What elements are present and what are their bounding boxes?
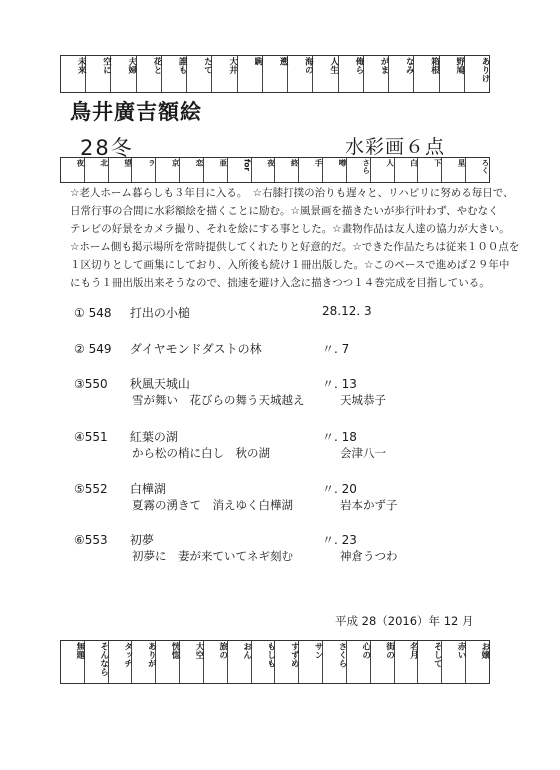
work-number: ⑥553 bbox=[74, 533, 108, 547]
strip-label: 恋 bbox=[180, 158, 204, 182]
strip-label: 人 bbox=[371, 158, 395, 182]
strip-label: for bbox=[228, 158, 252, 182]
strip-label: タッチ bbox=[109, 641, 133, 683]
work-date: 〃. 18 bbox=[322, 430, 357, 444]
strip-label: 夜 bbox=[252, 158, 276, 182]
intro-line: ☆ホーム側も掲示場所を常時提供してくれたりと好意的だ。☆できた作品たちは従来１００点を bbox=[70, 241, 520, 253]
work-item bbox=[74, 531, 357, 548]
work-item bbox=[74, 304, 372, 321]
work-number: ② 549 bbox=[74, 342, 112, 356]
strip-label: 手 bbox=[299, 158, 323, 182]
work-title: ダイヤモンドダストの林 bbox=[129, 342, 262, 356]
work-date: 28.12. 3 bbox=[322, 304, 372, 318]
strip-label: 箱根 bbox=[414, 56, 439, 92]
strip-label: 望 bbox=[109, 158, 133, 182]
strip-label: ラ bbox=[132, 158, 156, 182]
haiku-line: 夏霧の湧きて 消えゆく白樺湖 bbox=[132, 498, 293, 512]
strip-label: 誰も bbox=[162, 56, 187, 92]
strip-label: 下 bbox=[418, 158, 442, 182]
intro-text bbox=[70, 184, 520, 292]
work-title: 打出の小槌 bbox=[129, 306, 190, 320]
strip-label: 星 bbox=[442, 158, 466, 182]
top-title-strip bbox=[60, 55, 490, 93]
medium-label: 水彩画６点 bbox=[345, 136, 446, 158]
strip-label: すずめ bbox=[275, 641, 299, 683]
strip-label: ろく bbox=[480, 159, 490, 174]
strip-label: 北 bbox=[85, 158, 109, 182]
strip-label: 噂 bbox=[323, 158, 347, 182]
strip-label: 終 bbox=[275, 158, 299, 182]
intro-line: ☆老人ホーム暮らしも３年目に入る。 ☆右膝打撲の治りも遅々と、リハビリに努める毎日で、 bbox=[70, 187, 514, 199]
footer-date: 平成 28（2016）年 12 月 bbox=[335, 614, 474, 628]
work-title: 紅葉の湖 bbox=[129, 430, 178, 444]
work-title: 初夢 bbox=[129, 533, 154, 547]
strip-label: 無題 bbox=[61, 641, 85, 683]
haiku-poet: 会津八一 bbox=[340, 446, 386, 460]
work-number: ① 548 bbox=[74, 306, 112, 320]
middle-title-strip bbox=[60, 157, 490, 183]
strip-label: 白 bbox=[395, 158, 419, 182]
work-date: 〃. 7 bbox=[322, 342, 350, 356]
strip-label: 心の bbox=[347, 641, 371, 683]
strip-label: 夜 bbox=[61, 158, 85, 182]
haiku-line: 初夢に 妻が来ていてネギ刻む bbox=[132, 549, 293, 563]
work-item bbox=[74, 340, 350, 357]
strip-label: おん bbox=[228, 641, 252, 683]
strip-label: サン bbox=[299, 641, 323, 683]
work-item bbox=[74, 480, 357, 497]
strip-label: 花と bbox=[137, 56, 162, 92]
haiku-poet: 天城恭子 bbox=[340, 393, 386, 407]
haiku-poet: 岩本かず子 bbox=[340, 498, 398, 512]
strip-label: 赤い bbox=[442, 641, 466, 683]
strip-label: 名月 bbox=[395, 641, 419, 683]
work-date: 〃. 20 bbox=[322, 482, 357, 496]
strip-label: お嬢 bbox=[479, 642, 490, 659]
strip-label: 空に bbox=[86, 56, 111, 92]
intro-line: テレビの好景をカメラ撮り、それを絵にする事とした。☆畫物作品は友人達の協力が大きい。 bbox=[70, 223, 510, 235]
work-number: ③550 bbox=[74, 377, 108, 391]
strip-label: 旅の bbox=[204, 641, 228, 683]
intro-line: １区切りとして画集にしており、入所後も続け１冊出版した。☆このペースで進めば２９年中 bbox=[70, 259, 510, 271]
strip-label: そして bbox=[418, 641, 442, 683]
strip-label: 人生 bbox=[313, 56, 338, 92]
strip-label: 未来 bbox=[61, 56, 86, 92]
strip-label: そんなら bbox=[85, 641, 109, 683]
strip-label: 駒 bbox=[238, 56, 263, 92]
work-date: 〃. 13 bbox=[322, 377, 357, 391]
strip-label: 夫婦 bbox=[111, 56, 136, 92]
strip-label: さら bbox=[347, 158, 371, 182]
strip-label: もしも bbox=[252, 641, 276, 683]
haiku-line: 雪が舞い 花びらの舞う天城越え bbox=[132, 393, 305, 407]
strip-label: がま bbox=[364, 56, 389, 92]
haiku-line: から松の梢に白し 秋の湖 bbox=[132, 446, 270, 460]
intro-line: にもう１冊出版出来そうなので、拙速を避け入念に描きつつ１４巻完成を目指している。 bbox=[70, 277, 490, 289]
strip-label: 大空 bbox=[180, 641, 204, 683]
strip-label: 海の bbox=[288, 56, 313, 92]
intro-line: 日常行事の合間に水彩額絵を描くことに励む。☆風景画を描きたいが歩行叶わず、やむなく bbox=[70, 205, 499, 217]
work-item bbox=[74, 375, 357, 392]
strip-label: 京 bbox=[156, 158, 180, 182]
strip-label: 遡 bbox=[263, 56, 288, 92]
strip-label: ありが bbox=[132, 641, 156, 683]
work-item bbox=[74, 428, 357, 445]
page-title: 鳥井廣吉額絵 bbox=[70, 100, 202, 124]
strip-label: 亜 bbox=[204, 158, 228, 182]
strip-label: 恍惚 bbox=[156, 641, 180, 683]
work-title: 白樺湖 bbox=[129, 482, 166, 496]
strip-label: さくら bbox=[323, 641, 347, 683]
strip-label: ありけ bbox=[479, 57, 490, 83]
bottom-title-strip bbox=[60, 640, 490, 684]
work-title: 秋風天城山 bbox=[129, 377, 190, 391]
strip-label: 大井 bbox=[212, 56, 237, 92]
season-label: 28冬 bbox=[80, 136, 134, 160]
haiku-poet: 神倉うつわ bbox=[340, 549, 398, 563]
work-date: 〃. 23 bbox=[322, 533, 357, 547]
work-number: ④551 bbox=[74, 430, 108, 444]
work-number: ⑤552 bbox=[74, 482, 108, 496]
strip-label: なみ bbox=[389, 56, 414, 92]
strip-label: 俺ら bbox=[339, 56, 364, 92]
strip-label: たて bbox=[187, 56, 212, 92]
strip-label: 街の bbox=[371, 641, 395, 683]
strip-label: 野鳩 bbox=[440, 56, 465, 92]
